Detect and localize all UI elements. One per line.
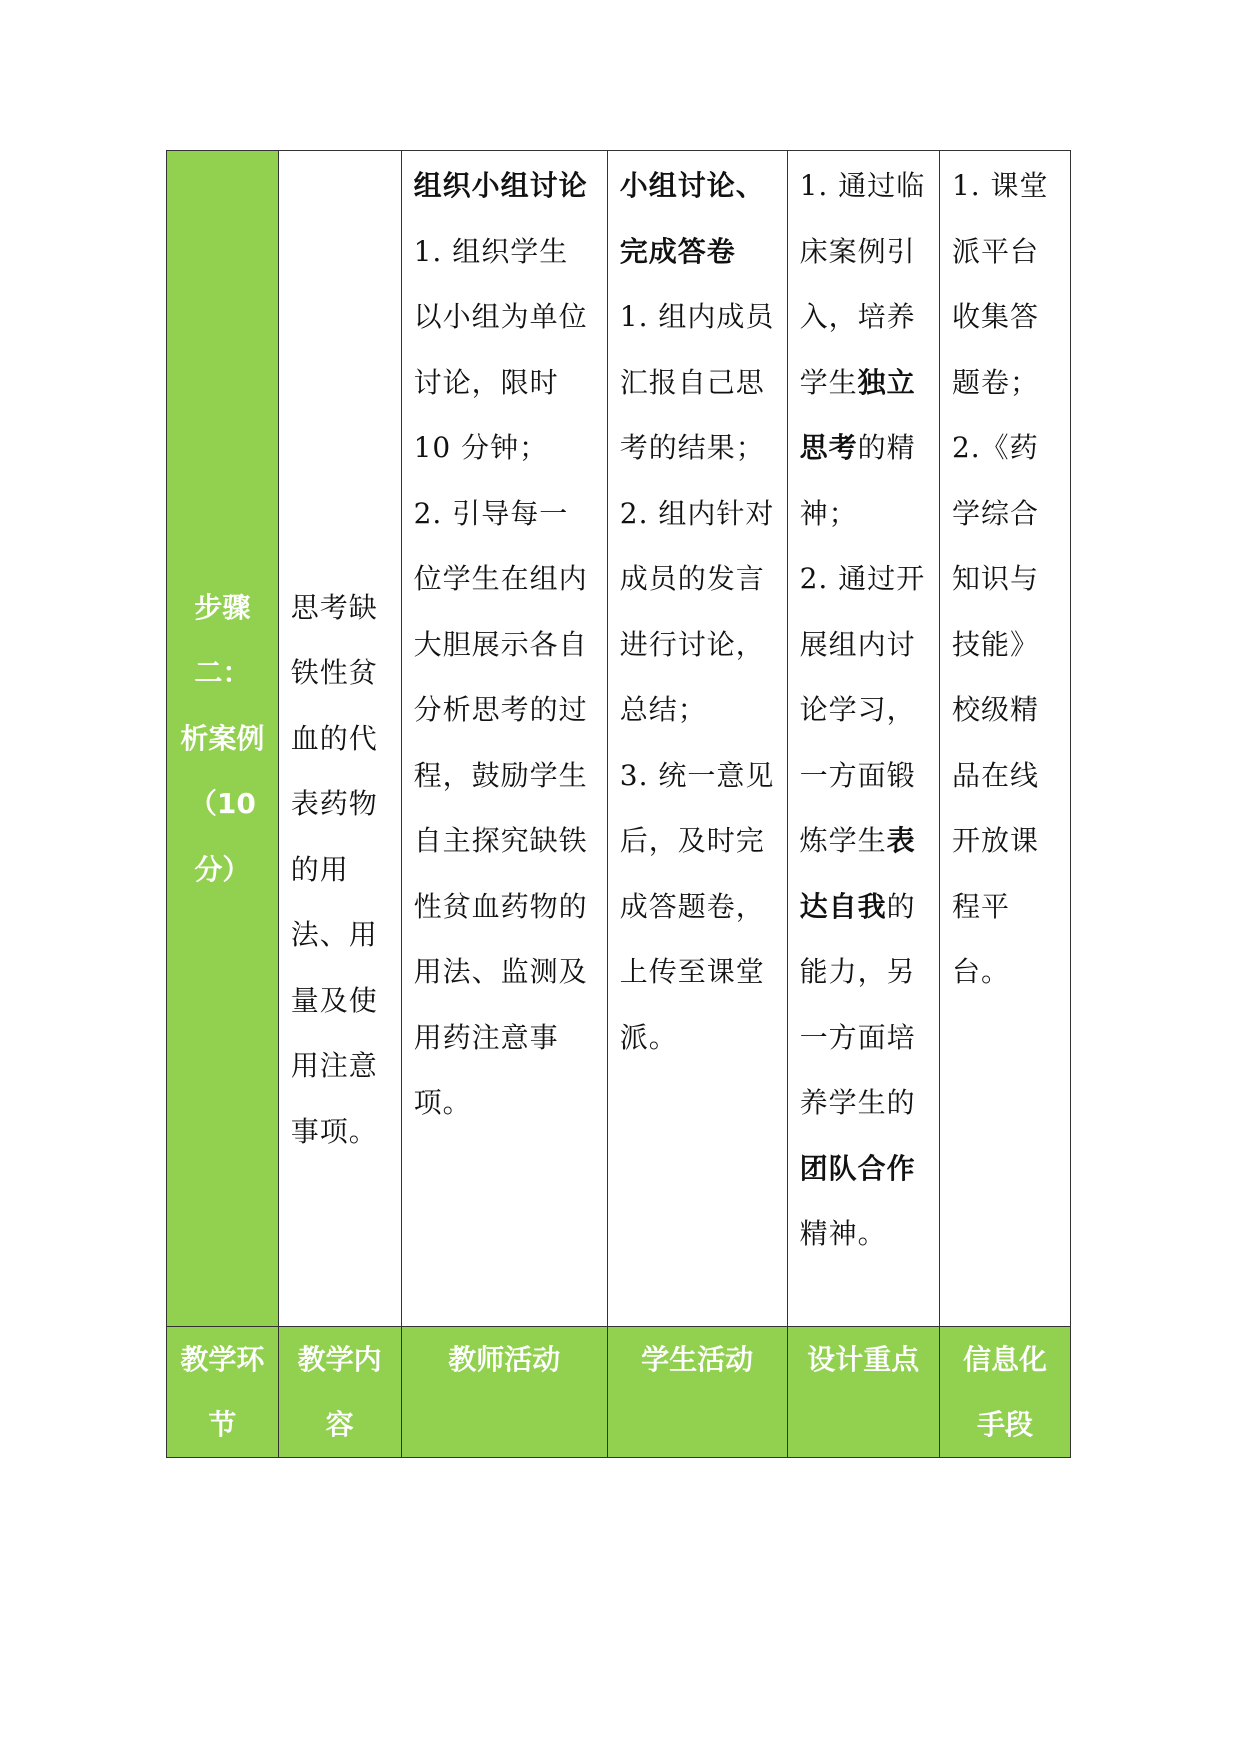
table-header-row [167, 1327, 1071, 1458]
stage-line: （10 [188, 787, 256, 821]
header-cell-teacher [401, 1327, 607, 1458]
stage-line: 分） [194, 852, 251, 886]
design-text: 2. 通过开展组内讨论学习，一方面锻炼学生 [799, 562, 926, 857]
student-activity-cell [607, 151, 787, 1327]
table-row [167, 151, 1071, 1327]
design-paragraph [800, 153, 929, 546]
design-emphasis: 表达自我 [799, 824, 916, 923]
design-text: 的能力，另一方面培养学生的 [799, 889, 916, 1119]
design-emphasis: 团队合作 [799, 1151, 916, 1185]
stage-cell [167, 151, 279, 1327]
header-label: 学生活动 [641, 1343, 754, 1376]
teacher-heading: 组织小组讨论 [413, 169, 588, 202]
info-means-cell [939, 151, 1070, 1327]
header-cell-design [787, 1327, 939, 1458]
info-paragraph: 1. 课堂派平台收集答题卷； [951, 169, 1049, 399]
design-paragraph [800, 546, 929, 1267]
header-label: 教学环节 [180, 1343, 265, 1441]
header-cell-content [278, 1327, 401, 1458]
student-paragraph: 2. 组内针对成员的发言进行讨论，总结； [619, 496, 775, 726]
student-paragraph: 1. 组内成员汇报自己思考的结果； [619, 300, 775, 464]
design-emphasis: 独立思考 [799, 365, 916, 464]
header-cell-info [939, 1327, 1070, 1458]
teacher-paragraph: 2. 引导每一位学生在组内大胆展示各自分析思考的过程，鼓励学生自主探究缺铁性贫血药物的用法、监测及用药注意事项。 [413, 496, 588, 1119]
teacher-paragraph: 1. 组织学生以小组为单位讨论，限时 10 分钟； [413, 234, 588, 464]
student-heading: 小组讨论、完成答卷 [619, 169, 765, 268]
lesson-plan-table [166, 150, 1071, 1458]
header-label: 教师活动 [448, 1343, 561, 1376]
teacher-activity-cell [401, 151, 607, 1327]
student-paragraph: 3. 统一意见后，及时完成答题卷，上传至课堂派。 [619, 758, 775, 1054]
info-paragraph: 2.《药学综合知识与技能》校级精品在线开放课程平台。 [951, 431, 1039, 988]
design-text: 精神。 [799, 1217, 887, 1250]
header-label: 教学内容 [297, 1343, 382, 1441]
stage-line: 二： [194, 656, 251, 690]
stage-line: 析案例 [180, 721, 265, 755]
design-text: 的精神； [799, 431, 916, 530]
header-label: 设计重点 [807, 1343, 920, 1376]
content-text: 思考缺铁性贫血的代表药物的用法、用量及使用注意事项。 [290, 590, 378, 1148]
header-label: 信息化手段 [962, 1343, 1047, 1441]
design-text: 1. 通过临床案例引入，培养学生 [799, 169, 926, 399]
design-focus-cell [787, 151, 939, 1327]
header-cell-student [607, 1327, 787, 1458]
content-cell [278, 151, 401, 1327]
stage-line: 步骤 [194, 590, 251, 624]
header-cell-stage [167, 1327, 279, 1458]
